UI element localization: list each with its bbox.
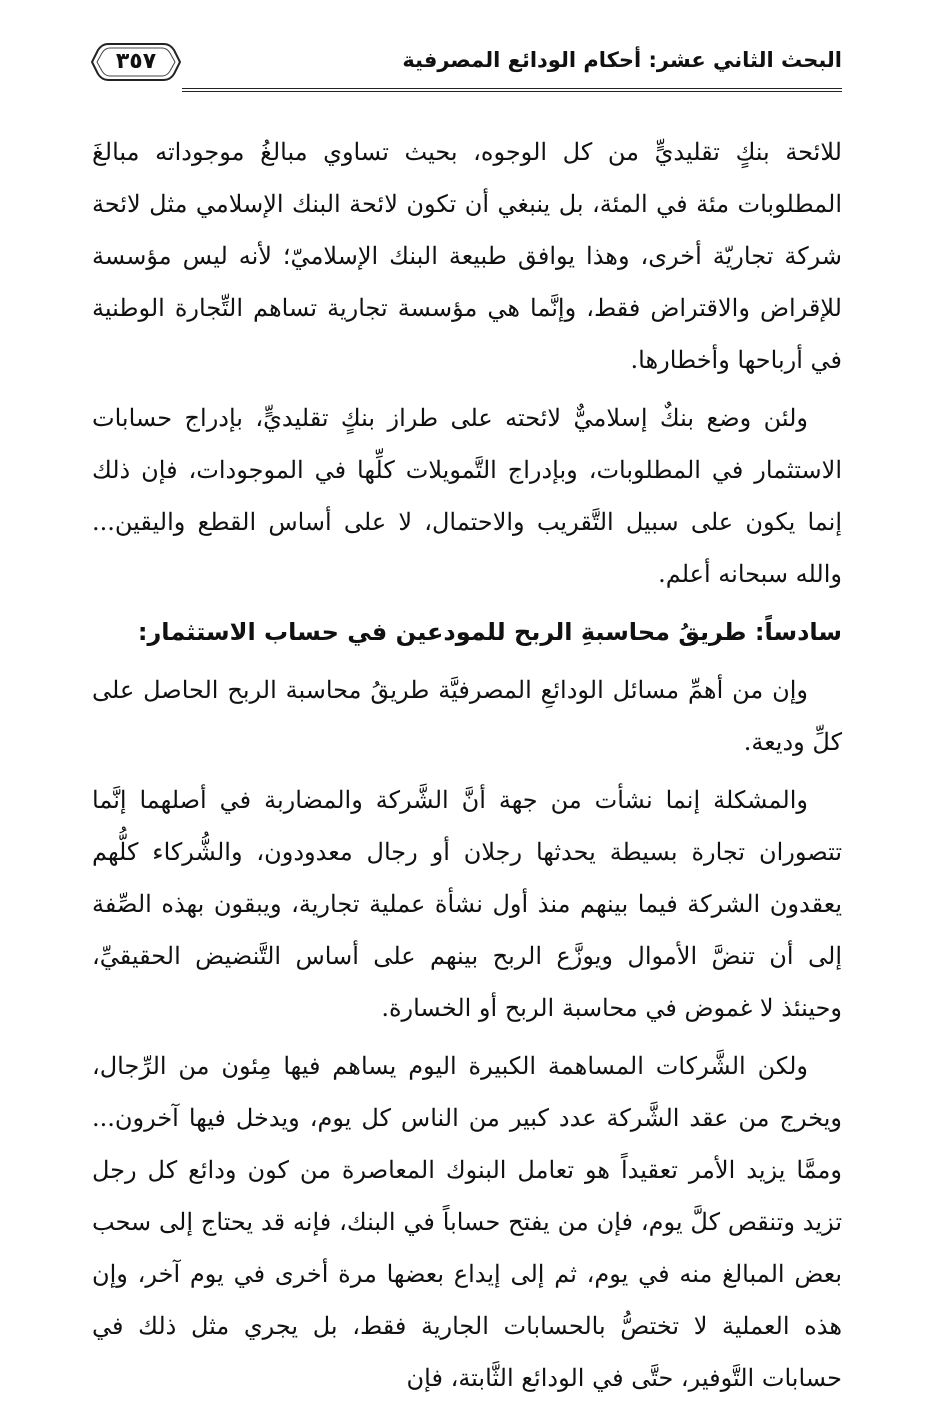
paragraph: وإن من أهمِّ مسائل الودائعِ المصرفيَّة طريقُ محاسبة الربح الحاصل على كلِّ وديعة. [92, 676, 842, 756]
running-title: البحث الثاني عشر: أحكام الودائع المصرفية [402, 48, 842, 72]
paragraph: والمشكلة إنما نشأت من جهة أنَّ الشَّركة والمضاربة في أصلهما إنَّما تتصوران تجارة بسيطة يحدثها رجلان أو رجال معدودون، والشُّركاء كلُّهم يعقدون الشركة فيما بينهم منذ أول نشأة عملية تجارية، ويبقون بهذه الصِّفة إلى أن تنضَّ الأموال ويوزَّع الربح بينهم على أساس التَّنضيض الحقيقيِّ، وحينئذ لا غموض في محاسبة الربح أو الخسارة. [92, 786, 842, 1022]
page-header [90, 38, 842, 94]
paragraph: للائحة بنكٍ تقليديٍّ من كل الوجوه، بحيث تساوي مبالغُ موجوداته مبالغَ المطلوبات مئة في المئة، بل ينبغي أن تكون لائحة البنك الإسلامي مثل لائحة شركة تجاريّة أخرى، وهذا يوافق طبيعة البنك الإسلاميّ؛ لأنه ليس مؤسسة للإقراض والاقتراض فقط، وإنَّما هي مؤسسة تجارية تساهم التِّجارة الوطنية في أرباحها وأخطارها. [92, 138, 842, 374]
page-number-badge [90, 40, 182, 84]
paragraph: ولكن الشَّركات المساهمة الكبيرة اليوم يساهم فيها مِئون من الرِّجال، ويخرج من عقد الشَّركة عدد كبير من الناس كل يوم، ويدخل فيها آخرون... وممَّا يزيد الأمر تعقيداً هو تعامل البنوك المعاصرة من كون ودائع كل رجل تزيد وتنقص كلَّ يوم، فإن من يفتح حساباً في البنك، فإنه قد يحتاج إلى سحب بعض المبالغ منه في يوم، ثم إلى إيداع بعضها مرة أخرى في يوم آخر، وإن هذه العملية لا تختصُّ بالحسابات الجارية فقط، بل يجري مثل ذلك في حسابات التَّوفير، حتَّى في الودائع الثَّابتة، فإن [92, 1052, 843, 1392]
page-body [92, 126, 842, 1410]
section-heading: سادساً: طريقُ محاسبةِ الربح للمودعين في حساب الاستثمار: [137, 618, 842, 646]
header-rule [182, 88, 842, 92]
paragraph: ولئن وضع بنكٌ إسلاميٌّ لائحته على طراز بنكٍ تقليديٍّ، بإدراج حسابات الاستثمار في المطلوبات، وبإدراج التَّمويلات كلِّها في الموجودات، فإن ذلك إنما يكون على سبيل التَّقريب والاحتمال، لا على أساس القطع واليقين... والله سبحانه أعلم. [92, 404, 842, 588]
page-number: ٣٥٧ [115, 49, 157, 74]
